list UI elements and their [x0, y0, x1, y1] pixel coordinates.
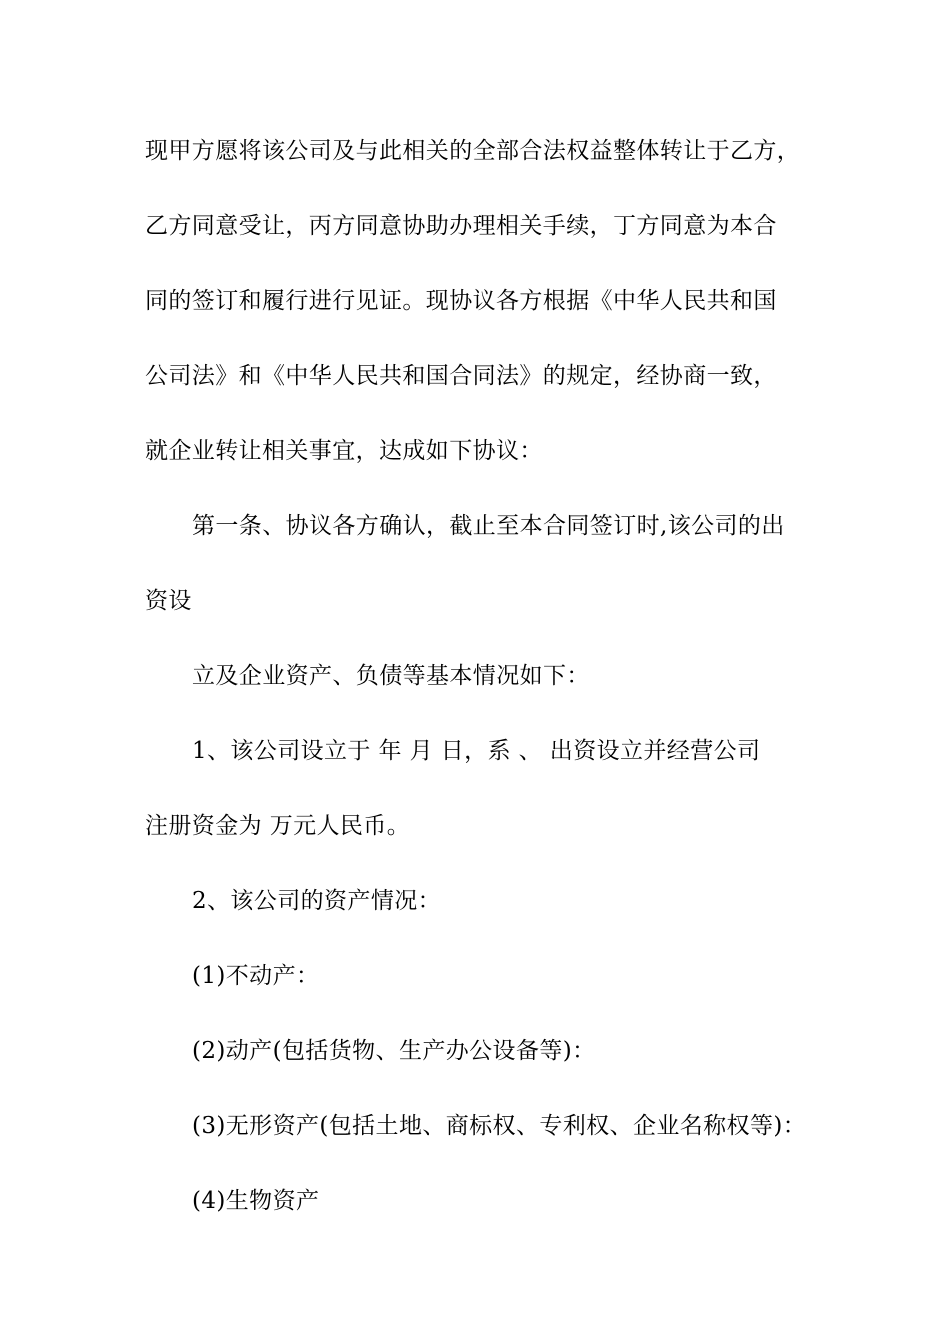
- article-1-line: 第一条、协议各方确认，截止至本合同签订时,该公司的出: [192, 513, 785, 539]
- paragraph-line: 立及企业资产、负债等基本情况如下：: [192, 663, 590, 689]
- paragraph-line: 乙方同意受让，丙方同意协助办理相关手续，丁方同意为本合: [145, 213, 777, 239]
- paragraph-line: 公司法》和《中华人民共和国合同法》的规定，经协商一致，: [145, 363, 777, 389]
- paragraph-line: 就企业转让相关事宜，达成如下协议：: [145, 438, 543, 464]
- item-2-line: 2、该公司的资产情况：: [192, 888, 442, 914]
- subitem-1-line: (1)不动产：: [192, 963, 320, 989]
- paragraph-line: 资设: [145, 588, 192, 614]
- item-1-line: 1、该公司设立于 年 月 日，系 、 出资设立并经营公司: [192, 738, 761, 764]
- paragraph-line: 现甲方愿将该公司及与此相关的全部合法权益整体转让于乙方，: [145, 138, 801, 164]
- subitem-2-line: (2)动产(包括货物、生产办公设备等)：: [192, 1038, 596, 1064]
- paragraph-line: 注册资金为 万元人民币。: [145, 813, 411, 839]
- subitem-4-line: (4)生物资产: [192, 1188, 320, 1214]
- subitem-3-line: (3)无形资产(包括土地、商标权、专利权、企业名称权等)：: [192, 1113, 807, 1139]
- paragraph-line: 同的签订和履行进行见证。现协议各方根据《中华人民共和国: [145, 288, 777, 314]
